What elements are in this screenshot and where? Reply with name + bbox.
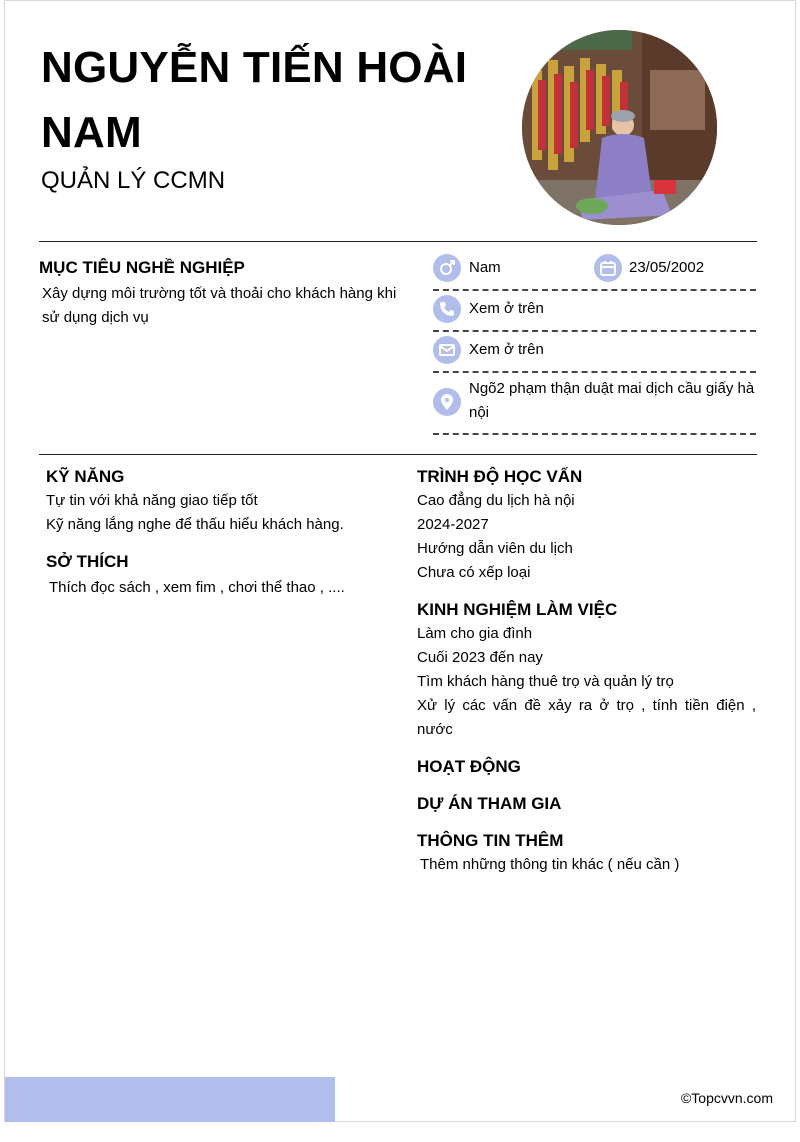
contact-row-gender-birthday — [433, 250, 756, 291]
experience-title: KINH NGHIỆM LÀM VIỆC — [417, 600, 618, 619]
experience-task: Tìm khách hàng thuê trọ và quản lý trọ — [417, 673, 674, 690]
section-divider — [39, 454, 757, 455]
avatar-photo — [522, 30, 717, 225]
candidate-position: QUẢN LÝ CCMN — [41, 167, 226, 194]
extra-info-title: THÔNG TIN THÊM — [417, 831, 564, 850]
contact-row-phone — [433, 291, 756, 332]
gender-icon — [433, 254, 461, 282]
activities-title: HOẠT ĐỘNG — [417, 757, 521, 776]
skills-list — [46, 489, 406, 537]
education-school: Cao đẳng du lịch hà nội — [417, 492, 575, 509]
avatar — [522, 30, 717, 225]
address-text: Ngõ2 phạm thận duật mai dịch cầu giấy hà nội — [469, 380, 755, 421]
hobbies-title: SỞ THÍCH — [46, 552, 129, 571]
contact-row-email — [433, 332, 756, 373]
hobbies-text: Thích đọc sách , xem fim , chơi thể thao , .... — [49, 579, 345, 596]
education-details — [417, 489, 757, 585]
objective-text: Xây dựng môi trường tốt và thoải cho khách hàng khi sử dụng dịch vụ — [42, 285, 397, 326]
skill-item: Tự tin với khả năng giao tiếp tốt — [46, 492, 258, 509]
location-pin-icon — [433, 388, 461, 416]
projects-title: DỰ ÁN THAM GIA — [417, 794, 562, 813]
footer-brand: ©Topcvvn.com — [680, 1090, 773, 1106]
skills-title: KỸ NĂNG — [46, 467, 125, 486]
birthday-text: 23/05/2002 — [629, 259, 705, 276]
education-period: 2024-2027 — [417, 516, 489, 533]
experience-period: Cuối 2023 đến nay — [417, 649, 543, 666]
education-grade: Chưa có xếp loại — [417, 564, 531, 581]
phone-icon — [433, 295, 461, 323]
extra-info-text: Thêm những thông tin khác ( nếu cần ) — [420, 856, 680, 873]
cv-page — [4, 0, 796, 1122]
calendar-icon — [594, 254, 622, 282]
footer-accent-bar — [5, 1077, 335, 1122]
email-text: Xem ở trên — [469, 341, 544, 358]
gender-text: Nam — [469, 259, 501, 276]
experience-task: Xử lý các vấn đề xảy ra ở trọ , tính tiền điện , nước — [417, 697, 756, 738]
education-title: TRÌNH ĐỘ HỌC VẤN — [417, 467, 583, 486]
experience-company: Làm cho gia đình — [417, 625, 533, 642]
education-major: Hướng dẫn viên du lịch — [417, 540, 573, 557]
experience-details — [417, 622, 756, 742]
skill-item: Kỹ năng lắng nghe để thấu hiểu khách hàng. — [46, 516, 344, 533]
mail-icon — [433, 336, 461, 364]
objective-title: MỤC TIÊU NGHỀ NGHIỆP — [39, 258, 245, 277]
phone-text: Xem ở trên — [469, 300, 544, 317]
header-divider — [39, 241, 757, 242]
contact-row-address — [433, 373, 756, 435]
candidate-name: NGUYỄN TIẾN HOÀI NAM — [41, 43, 468, 157]
